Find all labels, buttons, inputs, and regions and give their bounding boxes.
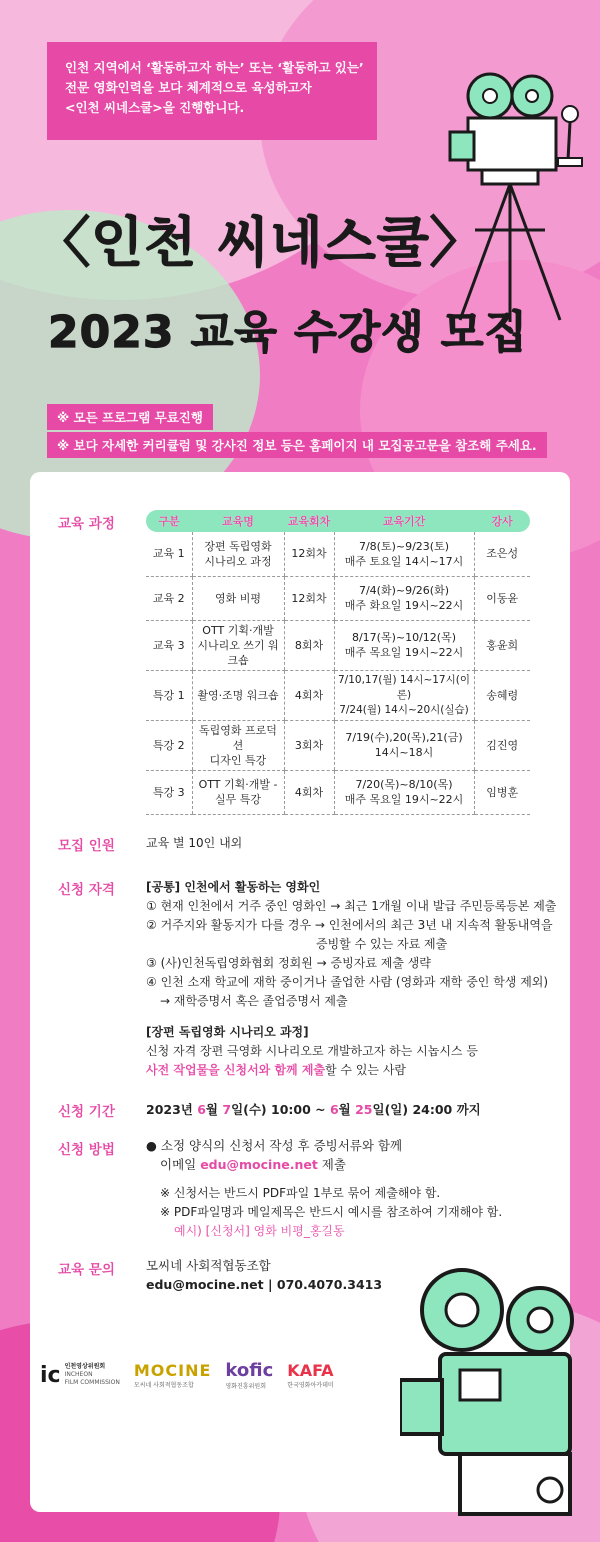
period-part: 월 [205, 1102, 223, 1117]
period-day: 25 [355, 1102, 373, 1117]
cell-instructor: 임병훈 [474, 770, 530, 814]
icf-line: FILM COMMISSION [64, 1379, 120, 1386]
cell-period [334, 720, 474, 770]
cell-name [192, 532, 284, 576]
period-line: 7/8(토)~9/23(토) [358, 539, 450, 553]
cell-sessions: 8회차 [284, 620, 334, 670]
qualification-item: ③ (사)인천독립영화협회 정회원 → 증빙자료 제출 생략 [146, 956, 431, 970]
method-line [146, 1155, 502, 1174]
name-line: 장편 독립영화 [204, 539, 272, 553]
cell-type: 특강 1 [146, 670, 192, 720]
cell-sessions: 4회차 [284, 670, 334, 720]
table-row [146, 576, 530, 620]
qualification-item: ② 거주지와 활동지가 다를 경우 → 인천에서의 최근 3년 내 지속적 활동내역을 [146, 918, 553, 932]
cell-type: 특강 3 [146, 770, 192, 814]
intro-line: 전문 영화인력을 보다 체계적으로 육성하고자 [65, 80, 312, 95]
cell-period [334, 532, 474, 576]
period-line: 7/4(화)~9/26(화) [358, 584, 450, 597]
table-row [146, 770, 530, 814]
table-header: 교육기간 [334, 510, 474, 532]
cell-name [192, 620, 284, 670]
icf-line: INCHEON [64, 1371, 93, 1378]
table-header-row [146, 510, 530, 532]
section-label-method: 신청 방법 [58, 1142, 115, 1158]
mocine-sub: 모씨네 사회적협동조합 [133, 1382, 194, 1389]
main-title: 〈인천 씨네스쿨〉 [36, 211, 485, 274]
cell-instructor: 홍윤희 [474, 620, 530, 670]
cell-sessions: 12회차 [284, 532, 334, 576]
section-label-qualification: 신청 자격 [58, 882, 115, 898]
kafa-wordmark: KAFA [287, 1361, 334, 1380]
period-line: 매주 토요일 14시~17시 [344, 554, 464, 568]
main-subtitle: 2023 교육 수강생 모집 [48, 307, 528, 358]
cell-period [334, 670, 474, 720]
period-line: 8/17(목)~10/12(목) [351, 631, 457, 644]
qualification-feature-line: 신청 자격 장편 극영화 시나리오로 개발하고자 하는 시놉시스 등 [146, 1044, 478, 1058]
qualification-item: ① 현재 인천에서 거주 중인 영화인 → 최근 1개월 이내 발급 주민등록등본 제출 [146, 899, 557, 913]
cell-type: 특강 2 [146, 720, 192, 770]
cell-type: 교육 1 [146, 532, 192, 576]
cell-name [192, 720, 284, 770]
period-line: 7/19(수),20(목),21(금) [345, 731, 463, 744]
video-camera-illustration [400, 1250, 600, 1540]
period-line: 매주 화요일 19시~22시 [344, 599, 464, 612]
name-line: 실무 특강 [214, 793, 261, 806]
table-row [146, 720, 530, 770]
qualification-feature-rest: 할 수 있는 사람 [325, 1063, 407, 1077]
kofic-logo [225, 1360, 273, 1390]
table-header: 교육회차 [284, 510, 334, 532]
name-line: 시나리오 과정 [204, 554, 272, 568]
method-example: 예시) [신청서] 영화 비평_홍길동 [174, 1224, 345, 1238]
cell-period [334, 576, 474, 620]
period-day: 7 [222, 1102, 232, 1117]
film-camera-illustration [420, 60, 590, 330]
qualification-feature-title: [장편 독립영화 시나리오 과정] [146, 1025, 309, 1039]
note-free: ※ 모든 프로그램 무료진행 [47, 404, 213, 430]
table-row [146, 620, 530, 670]
cell-instructor: 송혜령 [474, 670, 530, 720]
period-month: 6 [197, 1102, 206, 1117]
cell-instructor: 이동윤 [474, 576, 530, 620]
method-block [146, 1136, 502, 1241]
sponsor-logos [40, 1360, 334, 1390]
period-text [146, 1100, 481, 1119]
period-line: 14시~18시 [374, 746, 434, 759]
qualification-feature-line2 [146, 1061, 556, 1080]
name-line: 독립영화 프로덕션 [199, 723, 277, 752]
section-label-recruit: 모집 인원 [58, 838, 115, 854]
cell-period [334, 620, 474, 670]
period-part: 2023년 [146, 1102, 198, 1117]
cell-sessions: 3회차 [284, 720, 334, 770]
qualification-block [146, 878, 556, 1080]
qualification-common-title: [공통] 인천에서 활동하는 영화인 [146, 880, 321, 894]
qualification-item: 증빙할 수 있는 자료 제출 [316, 937, 448, 951]
inquiry-contact: edu@mocine.net | 070.4070.3413 [146, 1277, 383, 1292]
table-header: 구분 [146, 510, 192, 532]
period-line: 매주 목요일 19시~22시 [344, 646, 464, 659]
cell-sessions: 12회차 [284, 576, 334, 620]
section-label-inquiry: 교육 문의 [58, 1262, 115, 1278]
method-note: ※ PDF파일명과 메일제목은 반드시 예시를 참조하여 기재해야 함. [160, 1205, 503, 1219]
cell-period [334, 770, 474, 814]
qualification-highlight: 사전 작업물을 신청서와 함께 제출 [146, 1063, 326, 1077]
section-label-period: 신청 기간 [58, 1104, 115, 1120]
name-line: OTT 기획·개발 [202, 623, 274, 637]
icf-text [65, 1363, 120, 1387]
intro-line: 인천 지역에서 ‘활동하고자 하는’ 또는 ‘활동하고 있는’ [65, 60, 364, 75]
kafa-sub: 한국영화아카데미 [287, 1382, 334, 1389]
mocine-wordmark: MOCINE [133, 1361, 212, 1380]
intro-box [47, 42, 377, 140]
period-line: 매주 목요일 19시~22시 [344, 793, 464, 806]
method-text: 이메일 [160, 1157, 201, 1172]
name-line: 디자인 특강 [209, 753, 267, 767]
section-label-course: 교육 과정 [58, 516, 115, 532]
cell-name [192, 770, 284, 814]
name-line: 촬영·조명 워크숍 [197, 688, 279, 702]
cell-sessions: 4회차 [284, 770, 334, 814]
cell-name [192, 670, 284, 720]
cell-name [192, 576, 284, 620]
icf-mark: ic [40, 1362, 61, 1388]
kofic-wordmark: kofic [225, 1360, 274, 1381]
qualification-item: → 재학증명서 혹은 졸업증명서 제출 [160, 994, 348, 1008]
kofic-sub: 영화진흥위원회 [225, 1383, 266, 1390]
table-row [146, 670, 530, 720]
table-header: 강사 [474, 510, 530, 532]
period-month: 6 [329, 1102, 339, 1117]
period-part: 월 [338, 1102, 356, 1117]
table-header: 교육명 [192, 510, 284, 532]
period-line: 7/20(목)~8/10(목) [355, 778, 453, 791]
intro-line: <인천 씨네스쿨>을 진행합니다. [65, 100, 245, 115]
note-homepage: ※ 보다 자세한 커리큘럼 및 강사진 정보 등은 홈페이지 내 모집공고문을 참조해 주세요. [47, 432, 547, 458]
method-email-link[interactable]: edu@mocine.net [200, 1157, 318, 1172]
kafa-logo [287, 1361, 333, 1389]
period-line: 7/10,17(월) 14시~17시(이론) [338, 673, 470, 701]
cell-type: 교육 2 [146, 576, 192, 620]
cell-instructor: 김진영 [474, 720, 530, 770]
incheon-film-commission-logo [40, 1363, 120, 1388]
cell-instructor: 조은성 [474, 532, 530, 576]
inquiry-org: 모씨네 사회적협동조합 [146, 1258, 271, 1273]
name-line: 시나리오 쓰기 워크숍 [197, 638, 279, 667]
method-line: ● 소정 양식의 신청서 작성 후 증빙서류와 함께 [146, 1138, 403, 1153]
inquiry-block [146, 1256, 382, 1294]
table-row [146, 532, 530, 576]
method-text: 제출 [317, 1157, 346, 1172]
period-part: 일(수) 10:00 ~ [231, 1102, 330, 1117]
notes [47, 404, 547, 460]
cell-type: 교육 3 [146, 620, 192, 670]
icf-line: 인천영상위원회 [64, 1363, 106, 1370]
qualification-item: ④ 인천 소재 학교에 재학 중이거나 졸업한 사람 (영화과 재학 중인 학생 제외) [146, 975, 549, 989]
recruit-text: 교육 별 10인 내외 [146, 836, 243, 850]
method-note: ※ 신청서는 반드시 PDF파일 1부로 묶어 제출해야 함. [160, 1186, 441, 1200]
period-part: 일(일) 24:00 까지 [372, 1102, 481, 1117]
name-line: 영화 비평 [214, 591, 261, 605]
mocine-logo [134, 1361, 212, 1389]
course-table [146, 510, 530, 815]
name-line: OTT 기획·개발 - [198, 778, 278, 791]
period-line: 7/24(월) 14시~20시(실습) [339, 703, 469, 716]
